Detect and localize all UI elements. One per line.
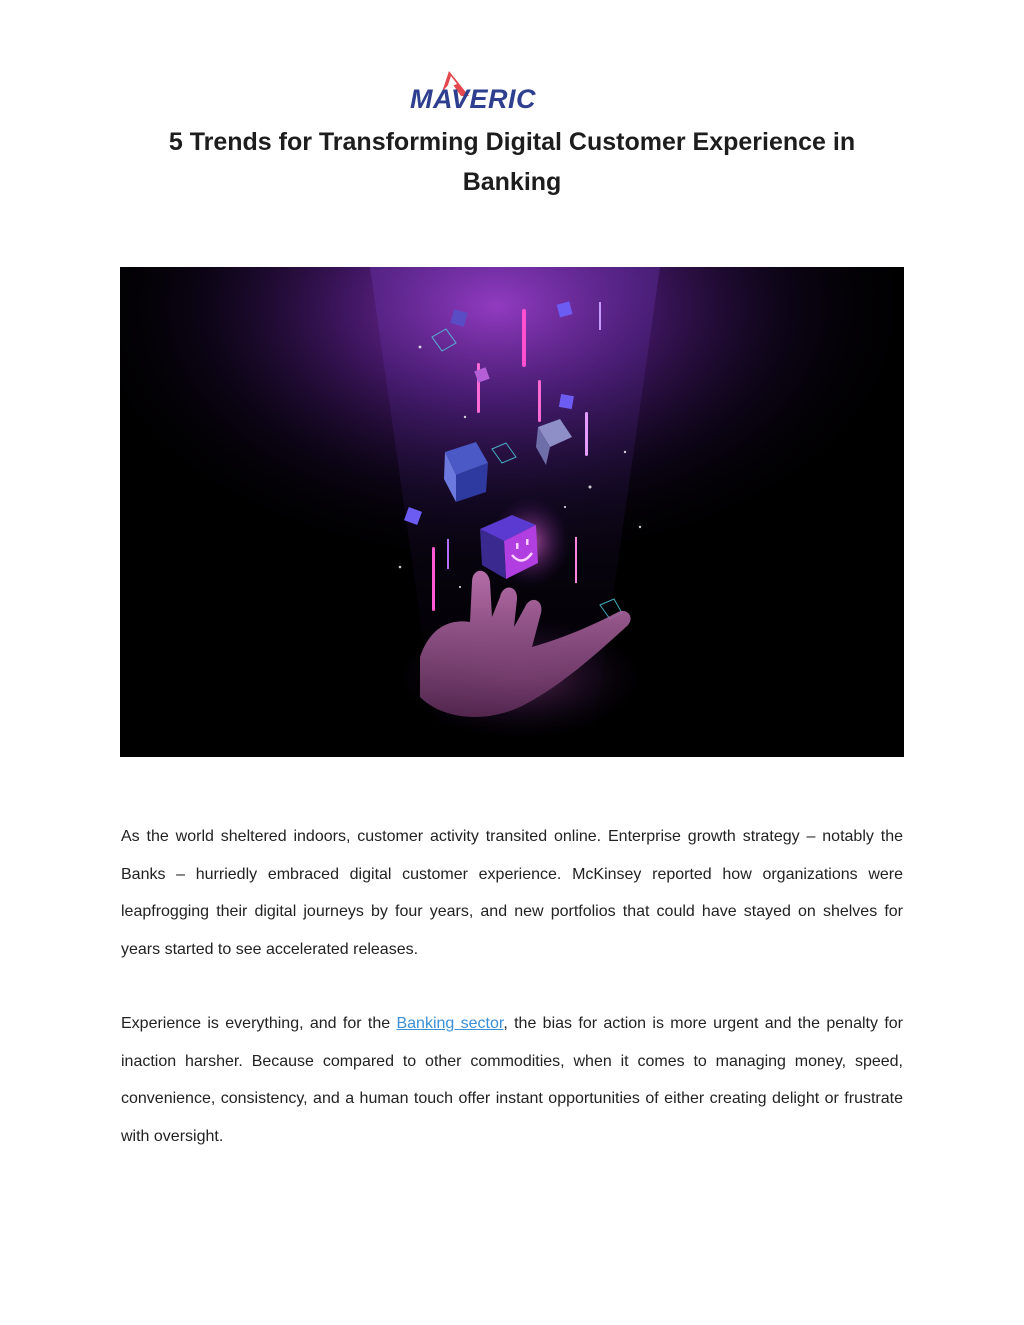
intro-paragraph: As the world sheltered indoors, customer activity transited online. Enterprise growth strategy – notably the Banks – hurriedly embraced digital customer experience. McKinsey reported how organizations were leapfrogging their digital journeys by four years, and new portfolios that could have stayed on shelves for years started to see accelerated releases. — [121, 828, 903, 959]
banking-paragraph-end: , the bias for action is more urgent and the penalty for inaction harsher. Because compared to other commodities, when it comes to managing money, speed, convenience, consistency, and a human touch offer instant opportunities of either creating delight or frustrate with oversight. — [121, 1015, 903, 1146]
maveric-logo-graphic — [395, 68, 551, 114]
page-title: 5 Trends for Transforming Digital Customer Experience in Banking — [168, 128, 856, 196]
hero-image — [120, 267, 904, 757]
maveric-logo — [395, 68, 551, 114]
digital-hand-cube-illustration — [120, 267, 904, 757]
banking-sector-link[interactable]: Banking sector — [396, 1015, 504, 1032]
banking-paragraph — [121, 1005, 903, 1156]
logo-wordmark: MAVERIC — [409, 84, 537, 114]
banking-paragraph-start: Experience is everything, and for the — [121, 1015, 397, 1032]
